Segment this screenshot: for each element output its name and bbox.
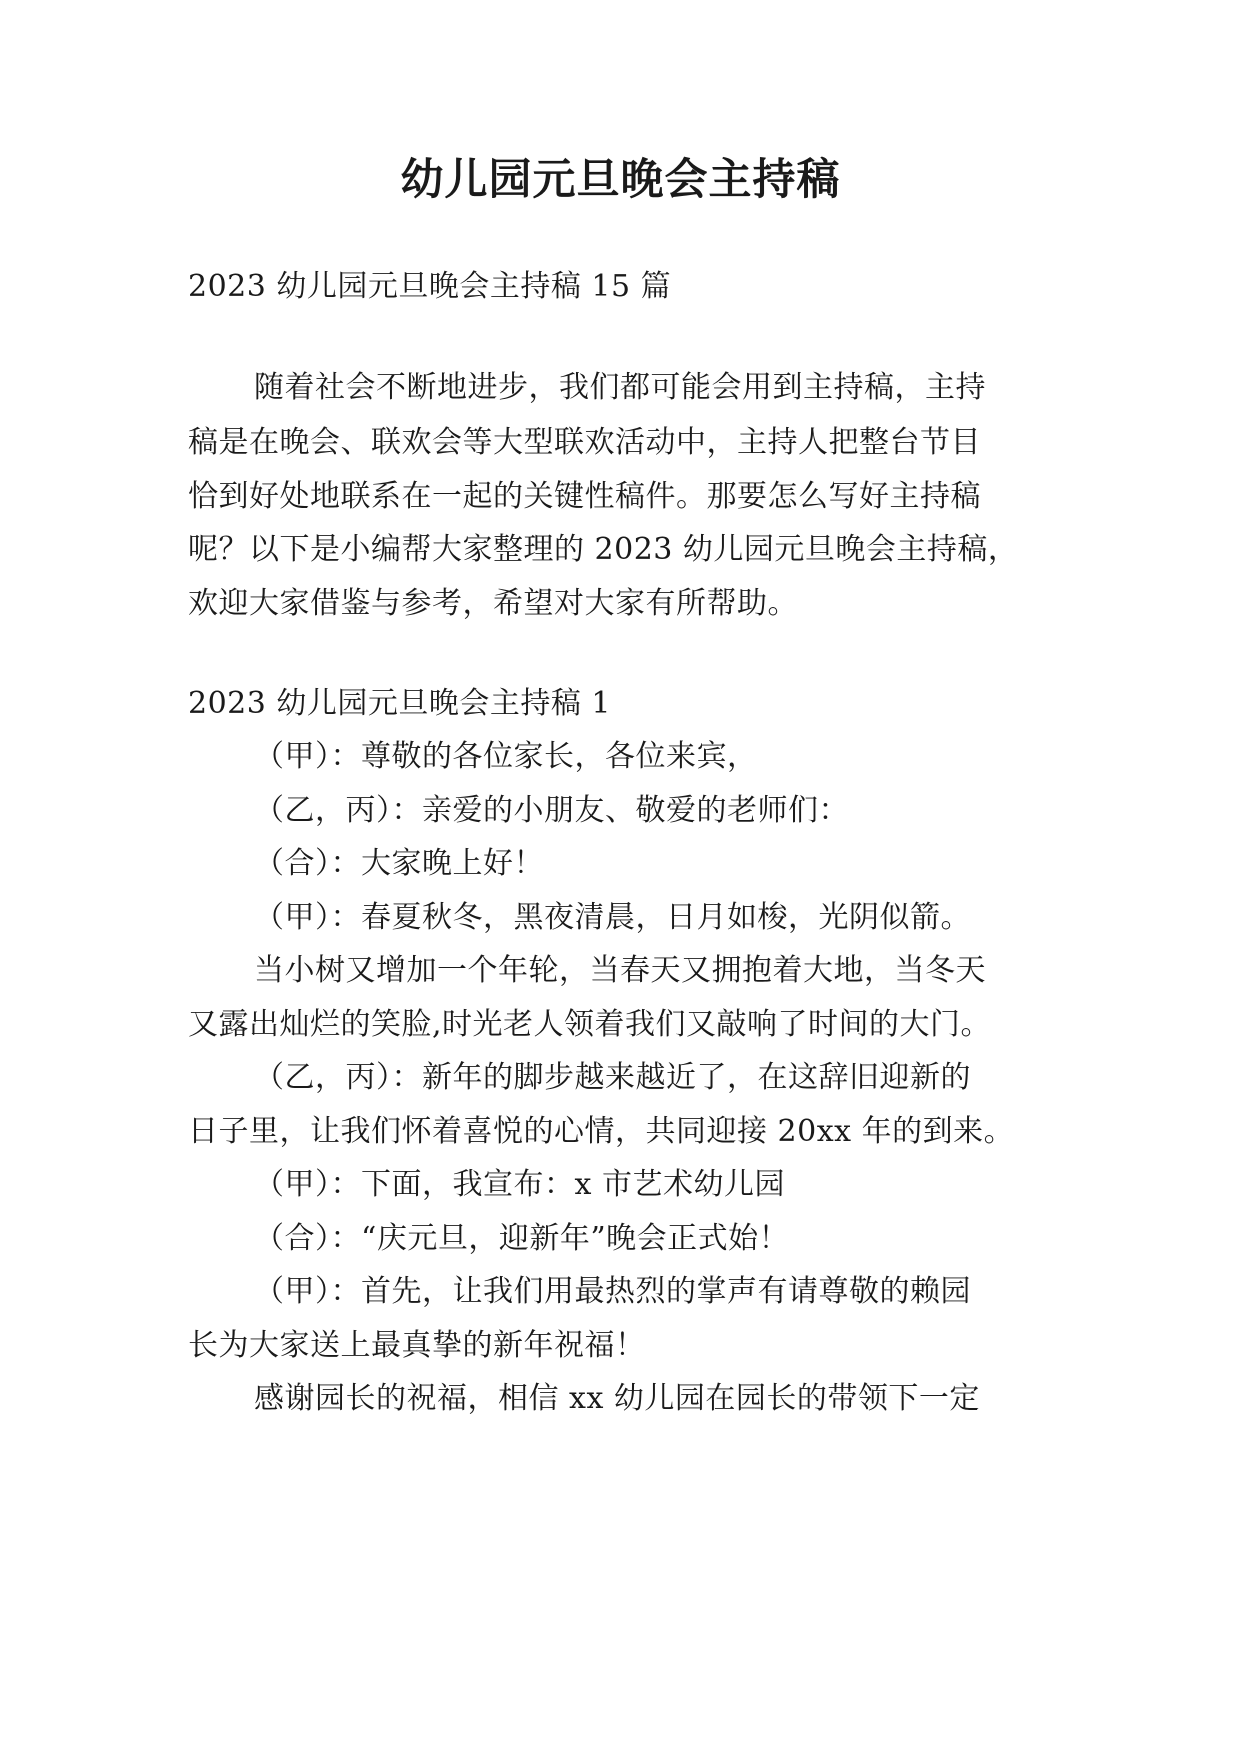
intro-line-2: 稿是在晚会、联欢会等大型联欢活动中，主持人把整台节目 <box>188 425 981 460</box>
intro-line-1: 随着社会不断地进步，我们都可能会用到主持稿，主持 <box>254 370 986 405</box>
body-line-7: （乙，丙）：新年的脚步越来越近了，在这辞旧迎新的 <box>254 1060 971 1095</box>
body-line-10: （合）：“庆元旦，迎新年”晚会正式始！ <box>254 1221 790 1256</box>
body-line-11: （甲）：首先，让我们用最热烈的掌声有请尊敬的赖园 <box>254 1274 971 1309</box>
intro-line-3: 恰到好处地联系在一起的关键性稿件。那要怎么写好主持稿 <box>188 479 981 514</box>
body-line-2: （乙，丙）：亲爱的小朋友、敬爱的老师们： <box>254 793 849 828</box>
body-line-4: （甲）：春夏秋冬，黑夜清晨，日月如梭，光阴似箭。 <box>254 900 971 935</box>
body-line-6: 又露出灿烂的笑脸,时光老人领着我们又敲响了时间的大门。 <box>188 1007 992 1042</box>
body-line-13: 感谢园长的祝福，相信 xx 幼儿园在园长的带领下一定 <box>254 1381 980 1416</box>
intro-line-5: 欢迎大家借鉴与参考，希望对大家有所帮助。 <box>188 586 798 621</box>
body-line-12: 长为大家送上最真挚的新年祝福！ <box>188 1328 646 1363</box>
section-heading: 2023 幼儿园元旦晚会主持稿 1 <box>188 686 612 721</box>
body-line-1: （甲）：尊敬的各位家长，各位来宾， <box>254 739 758 774</box>
document-subtitle: 2023 幼儿园元旦晚会主持稿 15 篇 <box>188 269 672 304</box>
intro-line-4: 呢？以下是小编帮大家整理的 2023 幼儿园元旦晚会主持稿， <box>188 532 1019 567</box>
body-line-3: （合）：大家晚上好！ <box>254 846 544 881</box>
body-line-8: 日子里，让我们怀着喜悦的心情，共同迎接 20xx 年的到来。 <box>188 1114 1015 1149</box>
document-title: 幼儿园元旦晚会主持稿 <box>400 155 841 205</box>
body-line-9: （甲）：下面，我宣布：x 市艺术幼儿园 <box>254 1167 785 1202</box>
body-line-5: 当小树又增加一个年轮，当春天又拥抱着大地，当冬天 <box>254 953 986 988</box>
